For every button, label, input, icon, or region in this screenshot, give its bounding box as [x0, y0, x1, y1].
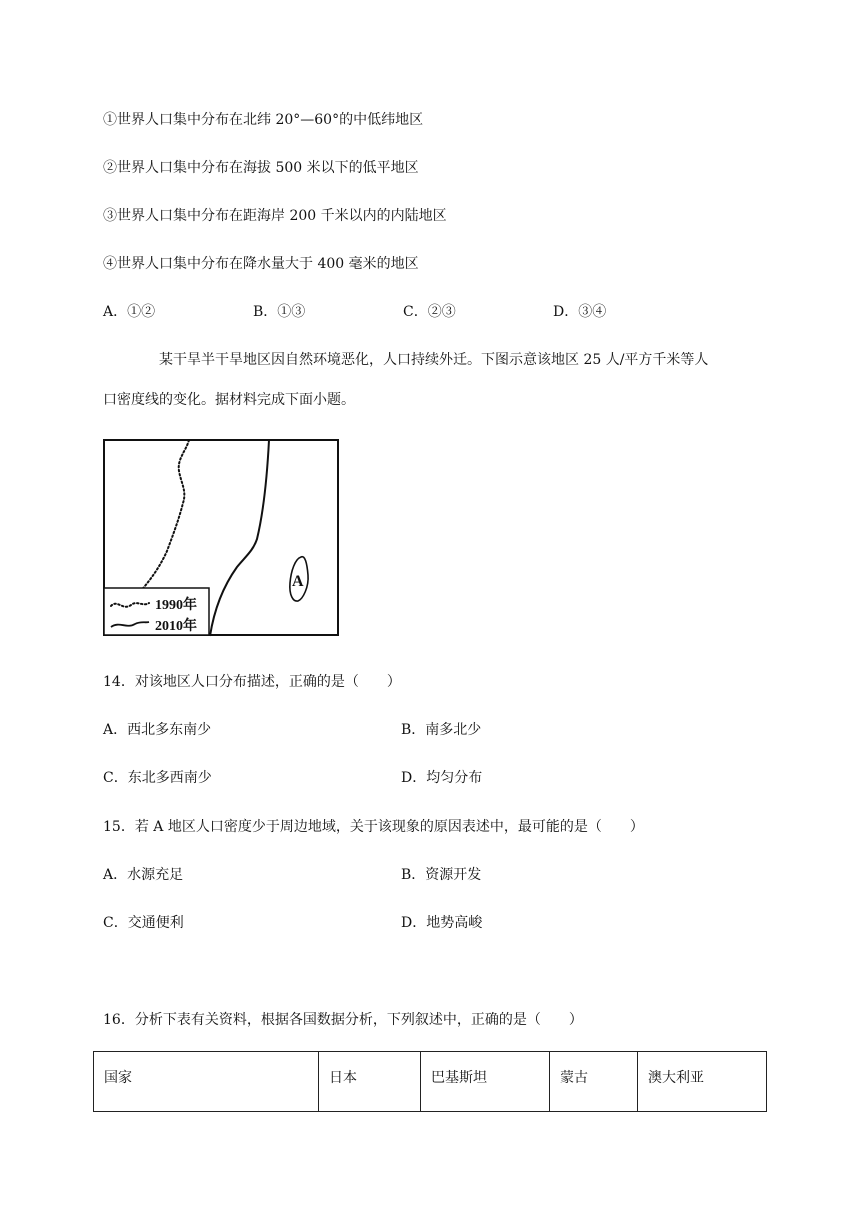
area-a-label: A — [292, 573, 304, 590]
q14-option-b: B．南多北少 — [401, 722, 482, 738]
country-data-table — [93, 1051, 767, 1112]
q14-stem: 14．对该地区人口分布描述，正确的是（ ） — [103, 674, 401, 690]
q13-option-b: B．①③ — [253, 304, 306, 320]
statement-1: ①世界人口集中分布在北纬 20°—60°的中低纬地区 — [103, 112, 424, 128]
q16-stem: 16．分析下表有关资料，根据各国数据分析，下列叙述中，正确的是（ ） — [103, 1012, 583, 1028]
q15-option-d: D．地势高峻 — [401, 915, 483, 931]
q13-option-c: C．②③ — [403, 304, 456, 320]
table-header-cell: 蒙古 — [550, 1052, 638, 1112]
table-header-cell: 国家 — [94, 1052, 319, 1112]
table-header-cell: 日本 — [319, 1052, 421, 1112]
material-line-2: 口密度线的变化。据材料完成下面小题。 — [103, 392, 355, 408]
q15-stem: 15．若 A 地区人口密度少于周边地域，关于该现象的原因表述中，最可能的是（ ） — [103, 819, 644, 835]
q15-option-a: A．水源充足 — [103, 867, 184, 883]
q13-option-a: A．①② — [103, 304, 156, 320]
legend-label-2010: 2010年 — [155, 619, 197, 634]
population-density-map — [103, 439, 340, 637]
q15-option-b: B．资源开发 — [401, 867, 482, 883]
q14-option-a: A．西北多东南少 — [103, 722, 212, 738]
q14-option-d: D．均匀分布 — [401, 770, 483, 786]
statement-4: ④世界人口集中分布在降水量大于 400 毫米的地区 — [103, 256, 419, 272]
material-line-1: 某干旱半干旱地区因自然环境恶化，人口持续外迁。下图示意该地区 25 人/平方千米等人 — [159, 352, 709, 368]
q15-option-c: C．交通便利 — [103, 915, 184, 931]
table-row — [94, 1052, 767, 1112]
table-header-cell: 巴基斯坦 — [421, 1052, 550, 1112]
material-paragraph — [103, 350, 763, 410]
legend-label-1990: 1990年 — [155, 598, 197, 613]
statement-3: ③世界人口集中分布在距海岸 200 千米以内的内陆地区 — [103, 208, 447, 224]
q14-option-c: C．东北多西南少 — [103, 770, 212, 786]
q13-option-d: D．③④ — [553, 304, 607, 320]
table-header-cell: 澳大利亚 — [638, 1052, 767, 1112]
statement-2: ②世界人口集中分布在海拔 500 米以下的低平地区 — [103, 160, 419, 176]
